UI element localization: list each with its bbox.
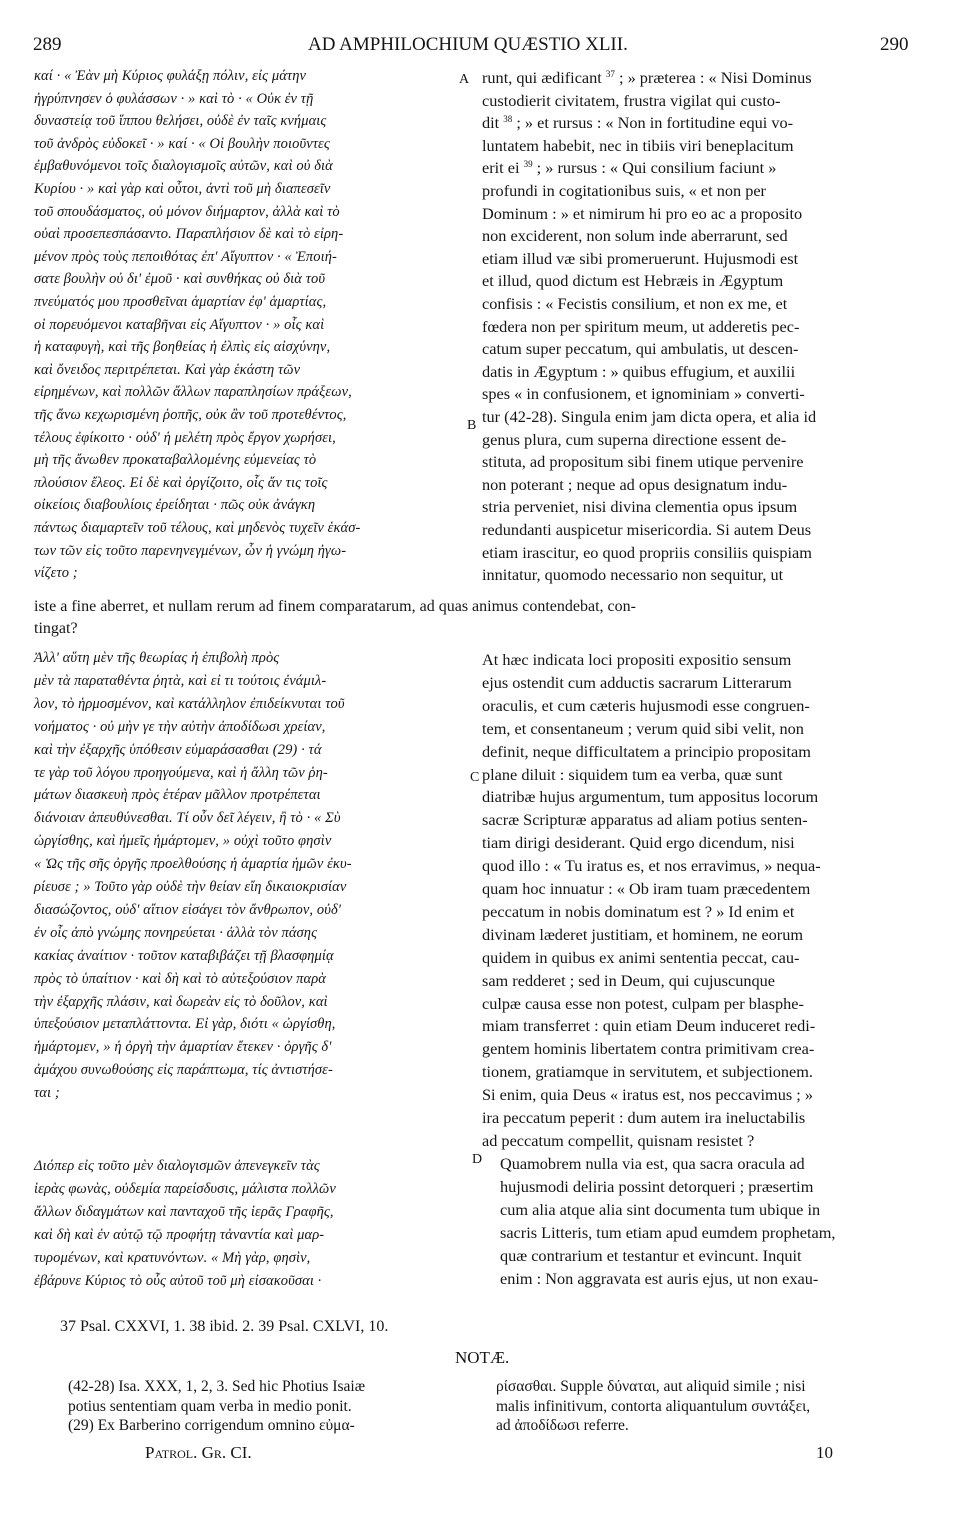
greek-line: κακίας ἀναίτιον · τοῦτον καταβιβάζει τῇ βλασφημίᾳ [34,947,334,964]
latin-line: sacræ Scripturæ apparatus ad aliam potius senten- [482,810,808,830]
greek-line: τυρομένων, καὶ κρατυνόντων. « Μὴ γὰρ, φησὶν, [34,1249,311,1266]
greek-line: ἡ καταφυγὴ, καὶ τῆς βοηθείας ἡ ἐλπὶς εἰς αἰσχύνην, [34,339,331,356]
latin-line: et illud, quod dictum est Hebræis in Ægyptum [482,271,784,291]
greek-line: τοῦ σπουδάσματος, οὐ μόνον διήμαρτον, ἀλλὰ καὶ τὸ [34,203,340,220]
latin-line: etiam irascitur, eo quod propriis consiliis quispiam [482,542,812,562]
latin-line: quam hoc innuatur : « Ob iram tuam præcedentem [482,879,811,898]
latin-line: custodierit civitatem, frustra vigilat qui custo- [482,90,781,110]
latin-line: spes « in confusionem, et ignominiam » converti- [482,384,805,404]
margin-letter-c: C [470,770,480,785]
latin-line: enim : Non aggravata est auris ejus, ut non exau- [500,1268,819,1288]
note-line: malis infinitivum, contorta aliquantulum συντάξει, [496,1397,811,1415]
latin-line: divinam læderet justitiam, et hominem, ne eorum [482,924,804,944]
latin-line: culpæ causa esse non potest, culpam per blasphe- [482,993,804,1013]
greek-line: τὴν ἐξαρχῆς πλάσιν, καὶ δωρεὰν εἰς τὸ δοῦλον, καὶ [34,993,328,1010]
greek-line: των τῶν εἰς τοῦτο παρενηνεγμένων, ὧν ἡ γνώμη ἠγω- [34,542,347,559]
latin-line: profundi in cogitationibus suis, « et non per [482,181,766,200]
scripture-footnotes: 37 Psal. CXXVI, 1. 38 ibid. 2. 39 Psal. CXLVI, 10. [60,1318,389,1335]
greek-line: νίζετο ; [34,565,78,582]
greek-line: ὠργίσθης, καὶ ἡμεῖς ἡμάρτομεν, » οὐχὶ τοῦτο φησὶν [34,833,332,850]
greek-line: ἀμάχου συνωθούσης εἰς παράπτωμα, τίς ἀντιστήσε- [34,1062,333,1079]
note-line: ad ἀποδίδωσι referre. [496,1417,629,1434]
greek-line: δυναστείᾳ τοῦ ἵππου θελήσει, οὐδὲ ἐν ταῖς κνήμαις [34,113,327,130]
greek-line: μὴ τῆς ἄνωθεν προκαταβαλλομένης εὐμενείας τὸ [34,452,317,469]
greek-line: καὶ τὴν ἐξαρχῆς ὑπόθεσιν εὐμαράσασθαι (29) · τά [34,741,322,758]
latin-line: miam transferret : quin etiam Deum induceret redi- [482,1016,816,1036]
latin-line: confisis : « Fecistis consilium, et non ex me, et [482,294,788,313]
notes-heading: NOTÆ. [455,1348,510,1367]
latin-line: diatribæ hujus argumentum, tum appositus locorum [482,787,819,807]
full-width-line: iste a fine aberret, et nullam rerum ad finem comparatarum, ad quas animus contendebat, con- [34,598,636,615]
latin-line: gentem hominis libertatem contra primitivam crea- [482,1039,815,1059]
greek-line: Κυρίου · » καὶ γὰρ καὶ οὗτοι, ἀντὶ τοῦ μὴ διαπεσεῖν [34,181,331,197]
latin-line: stria perveniet, nisi divina clementia opus ipsum [482,497,798,517]
greek-line: ρίευσε ; » Τοῦτο γὰρ οὐδὲ τὴν θείαν εἴη δικαιοκρισίαν [34,879,347,895]
greek-line: ἐβάρυνε Κύριος τὸ οὖς αὐτοῦ τοῦ μὴ εἰσακοῦσαι · [34,1272,322,1289]
greek-line: ὑπεξούσιον μεταπλάττοντα. Εἰ γὰρ, διότι « ὠργίσθη, [34,1016,336,1033]
greek-line: μὲν τὰ παραταθέντα ῥητὰ, καὶ εἰ τι τούτοις ἐνάμιλ- [34,672,327,689]
latin-line: quidem in quibus ex animi sententia peccat, cau- [482,947,800,967]
greek-line: ἐν οἷς ἀπὸ γνώμης πονηρεύεται · ἀλλὰ τὸν πάσης [34,924,318,941]
latin-line: tiam dirigi desiderant. Quid ergo dicendum, nisi [482,833,795,853]
greek-line: τῆς ἄνω κεχωρισμένη ῥοπῆς, οὐκ ἂν τοῦ προτεθέντος, [34,407,347,423]
latin-line: ad peccatum compellit, quisnam resistet ? [482,1130,755,1150]
latin-line: erit ei $^{39}$ ; » rursus : « Qui consilium faciunt » [482,158,777,178]
greek-line: μένον πρὸς τοὺς πεποιθότας ἐπ' Αἴγυπτον · « Ἐποιή- [34,248,337,265]
latin-line: innitatur, quomodo necessario non sequitur, ut [482,565,784,585]
greek-line: τοῦ ἀνδρὸς εὐδοκεῖ · » καί · « Οἱ βουλὴν ποιοῦντες [34,135,330,152]
greek-line: οἱ πορευόμενοι καταβῆναι εἰς Αἴγυπτον · » οἷς καὶ [34,316,325,333]
greek-line: καὶ δὴ καὶ ἐν αὐτῷ τῷ προφήτῃ τἀναντία καὶ μαρ- [34,1226,325,1243]
greek-line: καί · « Ἐὰν μὴ Κύριος φυλάξῃ πόλιν, εἰς μάτην [34,68,307,84]
latin-line: stituta, ad propositum sibi finem utique pervenire [482,452,804,472]
greek-line: τε γὰρ τοῦ λόγου προηγούμενα, καὶ ἡ ἄλλη τῶν ῥη- [34,764,328,781]
greek-line: οἰκείοις διαβουλίοις ἐρείδηται · πῶς οὐκ ἀνάγκη [34,497,316,514]
greek-line: ἠγρύπνησεν ὁ φυλάσσων · » καὶ τὸ · « Οὐκ ἐν τῇ [34,90,314,107]
greek-line: τέλους ἐφίκοιτο · οὐδ' ἡ μελέτη πρὸς ἔργον χωρήσει, [34,429,336,446]
margin-letter-d: D [472,1152,483,1167]
full-width-line-end: tingat? [34,620,78,637]
latin-line: datis in Ægyptum : » quibus effugium, et auxilii [482,361,796,381]
page-number-right: 290 [880,34,909,55]
greek-line: πάντως διαμαρτεῖν τοῦ τέλους, καὶ μηδενὸς τυχεῖν ἑκάσ- [34,520,361,536]
note-line: (42-28) Isa. XXX, 1, 2, 3. Sed hic Photius Isaiæ [68,1378,366,1395]
latin-line: Quamobrem nulla via est, qua sacra oracula ad [500,1154,805,1173]
latin-line: runt, qui ædificant $^{37}$ ; » præterea : « Nisi Dominus [482,68,812,87]
greek-line: διάνοιαν ἀπευθύνεσθαι. Τί οὖν δεῖ λέγειν, ἢ τὸ · « Σὺ [34,810,341,827]
latin-line: luntatem habebit, nec in tibiis viri beneplacitum [482,135,794,155]
latin-line: non exciderent, non solum inde aberrarunt, sed [482,226,788,246]
greek-line: « Ὡς τῆς σῆς ὀργῆς προελθούσης ἡ ἁμαρτία ἡμῶν ἐκυ- [34,856,352,873]
latin-line: sam redderet ; sed in Deum, qui cujuscunque [482,970,775,990]
greek-line: οὐαὶ προσεπεσπάσαντο. Παραπλήσιον δὲ καὶ τὸ εἰρη- [34,226,344,243]
greek-line: καὶ ὄνειδος περιτρέπεται. Καὶ γὰρ ἑκάστη τῶν [34,361,301,378]
greek-line: νοήματος · οὐ μὴν γε τὴν αὐτὴν ἀποδίδωσι χρείαν, [34,718,326,735]
latin-line: cum alia atque alia sint documenta tum ubique in [500,1199,821,1219]
latin-line: Si enim, quia Deus « iratus est, nos peccavimus ; » [482,1085,813,1105]
greek-line: λον, τὸ ἡρμοσμένον, καὶ κατάλληλον ἐπιδείκνυται τοῦ [34,695,345,712]
latin-line: fœdera non per spiritum meum, ut adderetis pec- [482,316,800,336]
greek-line: ἄλλων διδαγμάτων καὶ πανταχοῦ τῆς ἱερᾶς Γραφῆς, [34,1203,334,1220]
latin-line: oraculis, et cum cæteris hujusmodi esse congruen- [482,695,810,715]
greek-line: ἱερὰς φωνὰς, οὐδεμία παρείσδυσις, μάλιστα πολλῶν [34,1180,336,1197]
latin-line: definit, neque difficultatem a principio propositam [482,741,811,761]
note-line: (29) Ex Barberino corrigendum omnino εὐμα- [68,1417,355,1434]
greek-line: ἐμβαθυνόμενοι τοῖς διαλογισμοῖς αὐτῶν, καὶ οὐ διὰ [34,158,333,175]
margin-letter-b: B [467,418,477,433]
running-title: AD AMPHILOCHIUM QUÆSTIO XLII. [308,34,628,55]
latin-line: plane diluit : siquidem tum ea verba, quæ sunt [482,764,783,784]
greek-line: μάτων διασκευὴ πρὸς ἑτέραν μᾶλλον προτρέπεται [34,787,321,804]
note-line: ρίσασθαι. Supple δύναται, aut aliquid simile ; nisi [496,1378,806,1395]
latin-line: quæ contrarium et testantur et evincunt. Inquit [500,1245,802,1265]
greek-line: εἰρημένων, καὶ πολλῶν ἄλλων παραπλησίων πράξεων, [34,384,352,401]
latin-line: peccatum in nobis dominatum est ? » Id enim et [482,901,795,921]
latin-line: tionem, gratiamque in servitutem, et subjectionem. [482,1062,813,1082]
latin-line: non poterant ; neque ad opus designatum indu- [482,474,788,494]
latin-line: At hæc indicata loci propositi expositio sensum [482,650,792,669]
greek-line: ἡμάρτομεν, » ἡ ὀργὴ τὴν ἁμαρτίαν ἔτεκεν · ὀργῆς δ' [34,1039,332,1056]
latin-line: hujusmodi deliria possint detorqueri ; præsertim [500,1176,814,1196]
greek-line: διασώζοντος, οὐδ' αἴτιον εἰσάγει τὸν ἄνθρωπον, οὐδ' [34,901,341,918]
latin-line: tem, et consentaneum ; verum quid sibi velit, non [482,718,804,738]
footer-source: Patrol. Gr. CI. [145,1443,252,1462]
latin-line: tur (42-28). Singula enim jam dicta opera, et alia id [482,407,817,426]
greek-line: πλούσιον ἔλεος. Εἰ δὲ καὶ ὀργίζοιτο, οἷς ἄν τις τοῖς [34,474,328,491]
latin-line: sacris Litteris, tum etiam apud eumdem prophetam, [500,1222,836,1242]
greek-line: σατε βουλὴν οὐ δι' ἐμοῦ · καὶ συνθήκας οὐ διὰ τοῦ [34,271,326,288]
latin-line: ejus ostendit cum adductis sacrarum Litterarum [482,672,792,692]
greek-line: Ἀλλ' αὕτη μὲν τῆς θεωρίας ἡ ἐπιβολὴ πρὸς [34,650,280,666]
latin-line: Dominum : » et nimirum hi pro eo ac a proposito [482,203,803,223]
note-line: potius sententiam quam verba in medio ponit. [68,1397,352,1415]
page-number-left: 289 [33,34,62,55]
latin-line: quod illo : « Tu iratus es, et nos erravimus, » nequa- [482,856,821,876]
margin-letter-a: A [459,72,470,87]
latin-line: dit $^{38}$ ; » et rursus : « Non in fortitudine equi vo- [482,113,794,133]
latin-line: genus plura, cum superna directione essent de- [482,429,787,449]
greek-line: Διόπερ εἰς τοῦτο μὲν διαλογισμῶν ἀπενεγκεῖν τὰς [34,1158,320,1174]
greek-line: πνεύματός μου προσθεῖναι ἁμαρτίαν ἐφ' ἁμαρτίας, [34,294,327,310]
footer-signature: 10 [816,1443,833,1462]
greek-line: ται ; [34,1085,60,1102]
greek-line: πρὸς τὸ ὑπαίτιον · καὶ δὴ καὶ τὸ αὐτεξούσιον παρὰ [34,970,326,987]
latin-line: catum super peccatum, qui ambulatis, ut descen- [482,339,799,359]
latin-line: etiam illud væ sibi promeruerunt. Hujusmodi est [482,248,799,268]
latin-line: ira peccatum peperit : dum autem ira ineluctabilis [482,1108,806,1127]
latin-line: redundanti auspicetur misericordia. Si autem Deus [482,520,812,539]
